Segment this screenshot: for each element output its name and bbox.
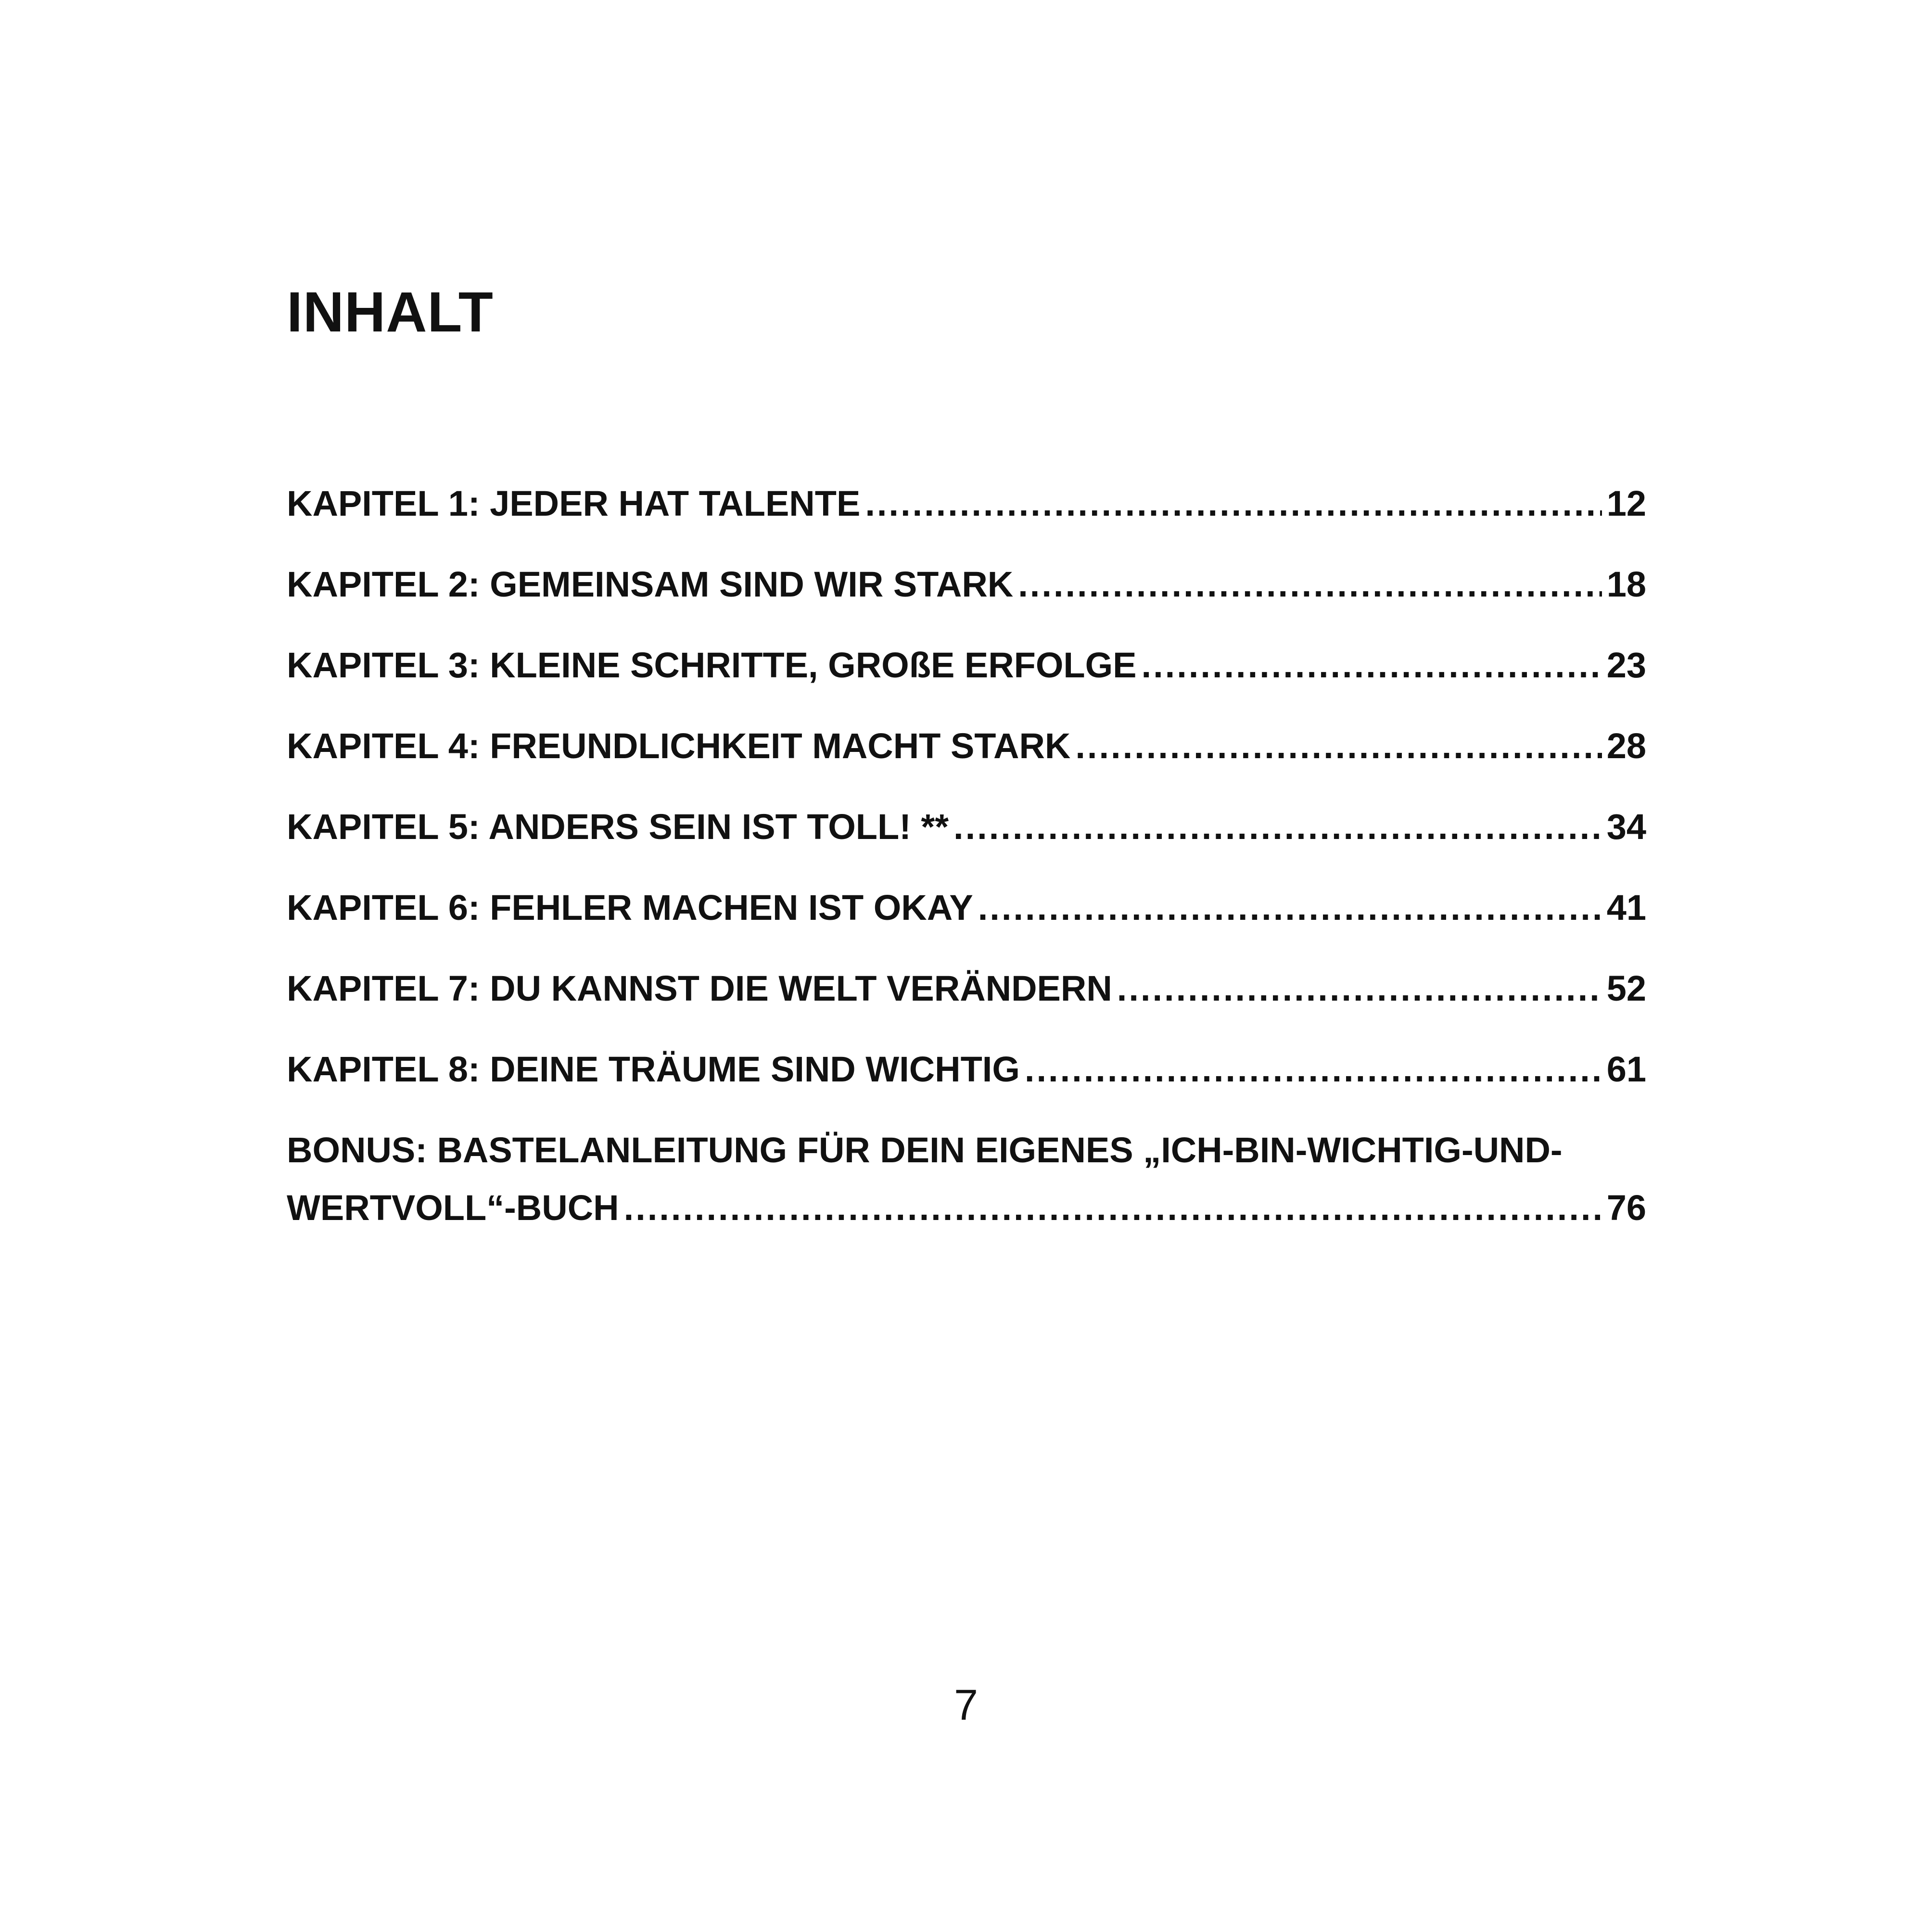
toc-entry-page: 41 (1606, 888, 1646, 928)
toc-dot-leader (1025, 1052, 1602, 1087)
toc-dot-leader (1018, 567, 1602, 602)
toc-dot-leader (865, 486, 1602, 521)
toc-entry-page: 61 (1606, 1049, 1646, 1089)
toc-entry-page: 52 (1606, 968, 1646, 1008)
toc-entry-chapter-6 (287, 890, 1646, 971)
toc-entry-label: KAPITEL 4: FREUNDLICHKEIT MACHT STARK (287, 726, 1071, 766)
toc-entry-page: 18 (1606, 564, 1646, 604)
toc-entry-label: KAPITEL 3: KLEINE SCHRITTE, GROßE ERFOLGE (287, 645, 1137, 685)
toc-entry-chapter-2 (287, 564, 1646, 648)
toc-dot-leader (953, 809, 1602, 845)
toc-entry-label: KAPITEL 2: GEMEINSAM SIND WIR STARK (287, 564, 1014, 604)
toc-entry-page: 28 (1606, 726, 1646, 766)
toc-entry-page: 34 (1606, 807, 1646, 847)
toc-dot-leader (1075, 728, 1602, 764)
toc-entry-chapter-7 (287, 968, 1646, 1052)
toc-entry-bonus (287, 1132, 1646, 1248)
toc-entry-page: 12 (1606, 483, 1646, 523)
toc-entry-label-line-2-row (287, 1190, 1646, 1248)
table-of-contents (287, 483, 1646, 1248)
toc-entry-page: 23 (1606, 645, 1646, 685)
toc-entry-chapter-1 (287, 483, 1646, 567)
toc-entry-chapter-5 (287, 809, 1646, 890)
toc-entry-label-line-1: BONUS: BASTELANLEITUNG FÜR DEIN EIGENES „ICH-BIN-WICHTIG-UND- (287, 1130, 1563, 1170)
toc-entry-label: KAPITEL 8: DEINE TRÄUME SIND WICHTIG (287, 1049, 1020, 1089)
toc-dot-leader (978, 890, 1602, 926)
toc-entry-label: KAPITEL 5: ANDERS SEIN IST TOLL! ** (287, 807, 949, 847)
toc-dot-leader (1117, 971, 1602, 1006)
toc-entry-label-line-2: WERTVOLL“-BUCH (287, 1188, 619, 1228)
page-title: INHALT (287, 280, 494, 344)
page-number: 7 (953, 1681, 979, 1729)
toc-entry-chapter-3 (287, 645, 1646, 728)
toc-entry-label: KAPITEL 7: DU KANNST DIE WELT VERÄNDERN (287, 968, 1112, 1008)
toc-entry-chapter-4 (287, 728, 1646, 809)
toc-entry-label: KAPITEL 6: FEHLER MACHEN IST OKAY (287, 888, 973, 928)
toc-entry-page: 76 (1606, 1188, 1646, 1228)
toc-entry-chapter-8 (287, 1049, 1646, 1132)
toc-dot-leader (624, 1190, 1602, 1226)
toc-entry-label: KAPITEL 1: JEDER HAT TALENTE (287, 483, 861, 523)
toc-dot-leader (1142, 648, 1602, 683)
